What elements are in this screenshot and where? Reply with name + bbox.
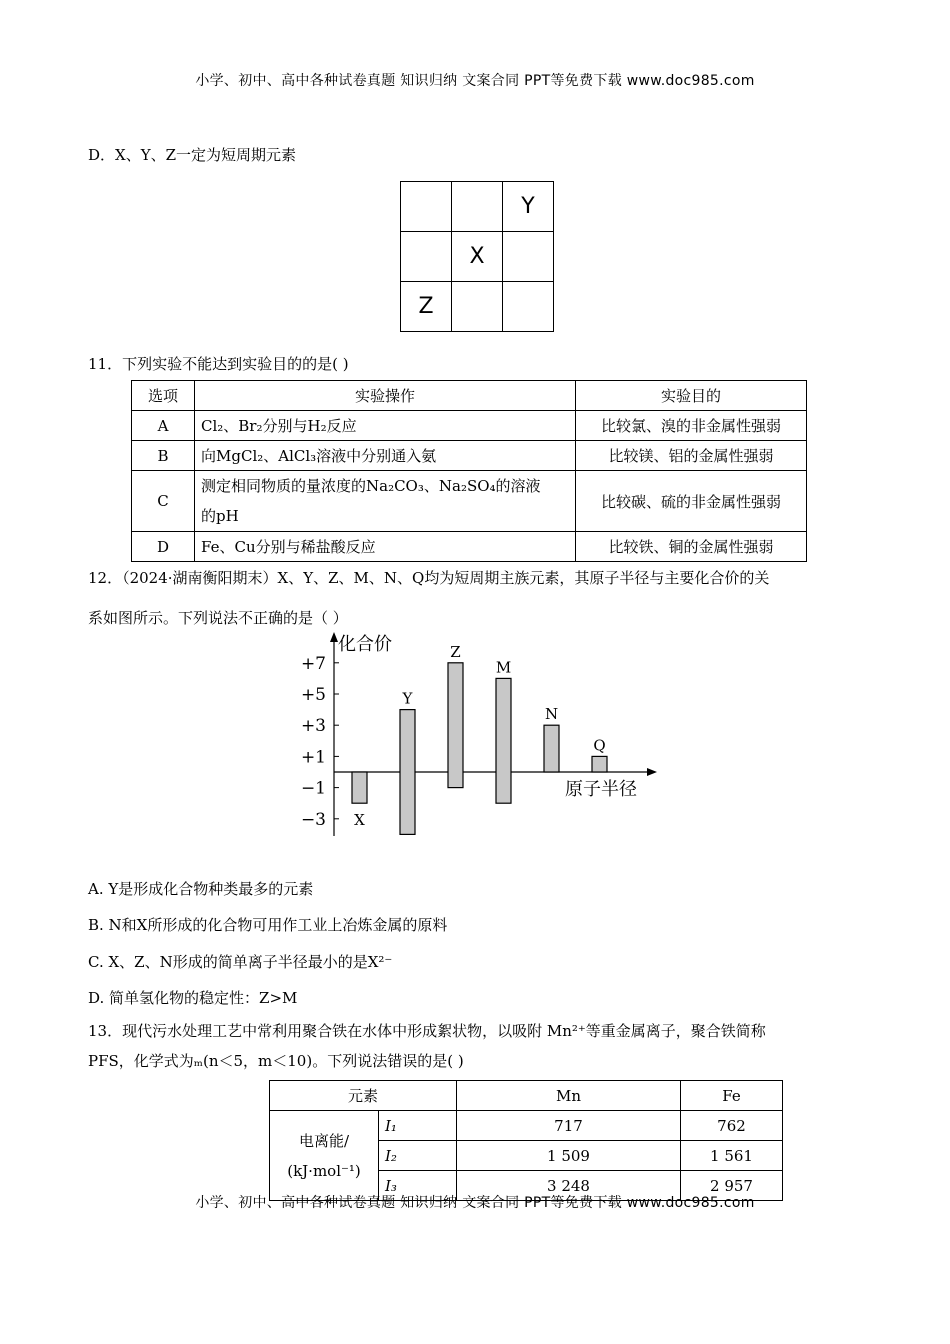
energy-level: I₁ (379, 1111, 457, 1141)
table-header: Fe (681, 1081, 783, 1111)
table-row (132, 441, 807, 471)
question-13-line-2: PFS，化学式为ₘ(n＜5，m＜10)。下列说法错误的是( ) (88, 1052, 464, 1070)
option-cell: B (132, 441, 195, 471)
grid-cell: Z (401, 282, 452, 332)
mn-value: 3 248 (457, 1171, 681, 1201)
experiment-table (131, 380, 807, 562)
goal-cell: 比较碳、硫的非金属性强弱 (576, 471, 807, 532)
bar-z (448, 663, 463, 788)
mn-value: 1 509 (457, 1141, 681, 1171)
y-tick-label: −1 (300, 778, 326, 799)
y-tick-label: +7 (300, 653, 326, 674)
table-header: Mn (457, 1081, 681, 1111)
operation-cell: 向MgCl₂、AlCl₃溶液中分别通入氨 (195, 441, 576, 471)
operation-cell: Cl₂、Br₂分别与H₂反应 (195, 411, 576, 441)
bar-y (400, 710, 415, 835)
question-10-option-d: D．X、Y、Z一定为短周期元素 (88, 146, 297, 164)
grid-cell (452, 282, 503, 332)
row-label-line: (kJ·mol⁻¹) (287, 1161, 361, 1180)
bar-x (352, 772, 367, 803)
page-header: 小学、初中、高中各种试卷真题 知识归纳 文案合同 PPT等免费下载 www.doc985.com (195, 73, 755, 89)
question-12-line-1: 12．（2024·湖南衡阳期末）X、Y、Z、M、N、Q均为短周期主族元素，其原子半径与主要化合价的关 (88, 569, 770, 587)
operation-cell: Fe、Cu分别与稀盐酸反应 (195, 532, 576, 562)
mn-value: 717 (457, 1111, 681, 1141)
y-axis-arrow (330, 632, 338, 642)
grid-cell (503, 232, 554, 282)
y-tick-label: +5 (300, 685, 326, 705)
goal-cell: 比较铁、铜的金属性强弱 (576, 532, 807, 562)
valence-radius-chart (290, 630, 670, 845)
grid-cell (503, 282, 554, 332)
y-tick-label: +1 (300, 747, 326, 768)
bar-label: M (495, 658, 512, 677)
table-header: 选项 (132, 381, 195, 411)
operation-cell (195, 471, 576, 532)
option-cell: C (132, 471, 195, 532)
goal-cell: 比较镁、铝的金属性强弱 (576, 441, 807, 471)
goal-cell: 比较氯、溴的非金属性强弱 (576, 411, 807, 441)
bar-label: Q (593, 736, 606, 755)
option-cell: A (132, 411, 195, 441)
grid-cell (401, 232, 452, 282)
question-12-option-d: D. 简单氢化物的稳定性：Z>M (88, 989, 298, 1007)
fe-value: 762 (681, 1111, 783, 1141)
row-label-line: 电离能/ (298, 1131, 350, 1150)
question-12-line-2: 系如图所示。下列说法不正确的是（ ） (88, 609, 348, 627)
operation-line: 的pH (201, 507, 239, 525)
question-13-line-1: 13．现代污水处理工艺中常利用聚合铁在水体中形成絮状物，以吸附 Mn²⁺等重金属离子，聚合铁简称 (88, 1022, 766, 1040)
table-row (132, 532, 807, 562)
energy-level: I₂ (379, 1141, 457, 1171)
fe-value: 1 561 (681, 1141, 783, 1171)
option-cell: D (132, 532, 195, 562)
question-11-stem: 11．下列实验不能达到实验目的的是( ) (88, 355, 349, 373)
table-row (270, 1111, 783, 1141)
bar-label: X (354, 811, 365, 830)
bar-q (592, 756, 607, 772)
bar-n (544, 725, 559, 772)
grid-cell: X (452, 232, 503, 282)
question-12-option-b: B. N和X所形成的化合物可用作工业上冶炼金属的原料 (88, 916, 448, 934)
grid-cell (401, 182, 452, 232)
table-header: 元素 (270, 1081, 457, 1111)
bar-label: Y (402, 689, 413, 708)
periodic-grid (400, 181, 554, 332)
bar-m (496, 678, 511, 803)
energy-level: I₃ (379, 1171, 457, 1201)
x-axis-arrow (647, 768, 657, 776)
bar-label: Z (450, 642, 461, 661)
question-12-option-a: A. Y是形成化合物种类最多的元素 (88, 880, 314, 898)
table-row (132, 411, 807, 441)
grid-cell: Y (503, 182, 554, 232)
fe-value: 2 957 (681, 1171, 783, 1201)
operation-line: 测定相同物质的量浓度的Na₂CO₃、Na₂SO₄的溶液 (201, 477, 541, 495)
y-axis-label: 化合价 (338, 634, 392, 655)
table-row (132, 471, 807, 532)
table-header: 实验目的 (576, 381, 807, 411)
ionization-table (269, 1080, 783, 1201)
question-12-option-c: C. X、Z、N形成的简单离子半径最小的是X²⁻ (88, 953, 393, 971)
row-label (270, 1111, 379, 1201)
bar-label: N (544, 705, 559, 724)
table-header: 实验操作 (195, 381, 576, 411)
grid-cell (452, 182, 503, 232)
x-axis-label: 原子半径 (565, 779, 637, 800)
y-tick-label: −3 (300, 809, 326, 830)
page-footer: 小学、初中、高中各种试卷真题 知识归纳 文案合同 PPT等免费下载 www.doc985.com (195, 1195, 755, 1211)
y-tick-label: +3 (300, 716, 326, 737)
